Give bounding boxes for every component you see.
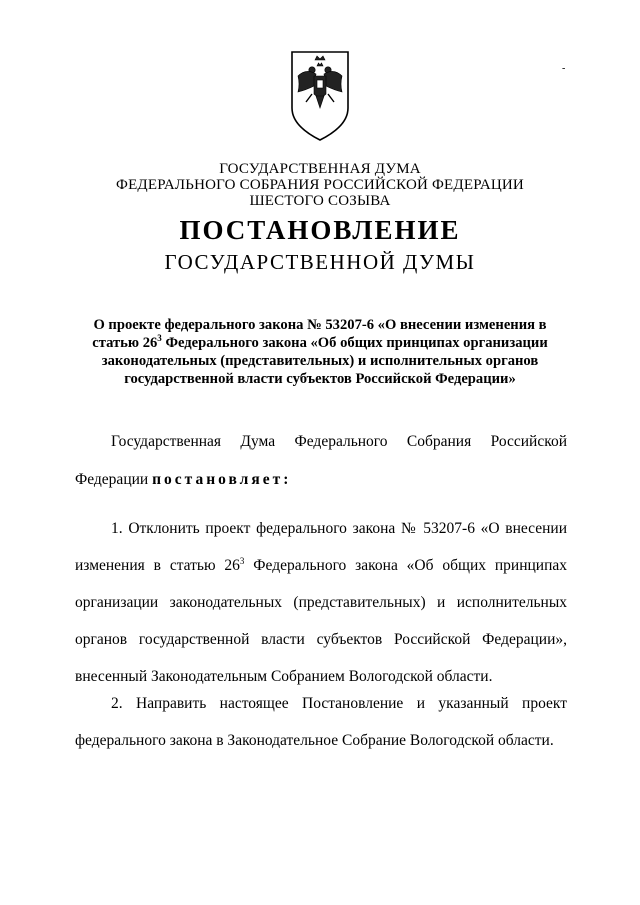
state-emblem-icon — [288, 48, 352, 144]
item2-line-1: 2. Направить настоящее Постановление и указанный проект — [111, 695, 567, 712]
subject-part-1: О проекте федерального закона № 53207-6 «О внесении изменения в статью 26 — [92, 317, 547, 351]
item1-line-2-start: изменения в статью 26 — [75, 557, 240, 574]
item2-line-2: федерального закона в Законодательное Собрание Вологодской области. — [75, 732, 554, 749]
header-line-assembly: ФЕДЕРАЛЬНОГО СОБРАНИЯ РОССИЙСКОЙ ФЕДЕРАЦИИ — [116, 177, 524, 193]
preamble-prefix: Федерации — [75, 471, 153, 488]
item1-superscript: 3 — [239, 555, 245, 566]
item1-line-2 — [75, 556, 567, 576]
document-subject — [70, 316, 570, 388]
item1-line-2-end: Федерального закона «Об общих принципах — [244, 557, 567, 574]
document-title: ПОСТАНОВЛЕНИЕ — [179, 215, 461, 245]
subject-superscript: 3 — [157, 333, 162, 344]
preamble-line-1: Государственная Дума Федерального Собрания Российской — [111, 433, 567, 450]
item1-line-4: органов государственной власти субъектов Российской Федерации», — [75, 631, 567, 648]
item1-line-3: организации законодательных (представительных) и исполнительных — [75, 594, 567, 611]
item1-line-5: внесенный Законодательным Собранием Вологодской области. — [75, 668, 493, 685]
document-subtitle: ГОСУДАРСТВЕННОЙ ДУМЫ — [164, 250, 476, 274]
item1-line-1: 1. Отклонить проект федерального закона № 53207-6 «О внесении — [111, 520, 567, 537]
header-line-duma: ГОСУДАРСТВЕННАЯ ДУМА — [219, 161, 421, 177]
subject-part-2: Федерального закона «Об общих принципах организации законодательных (представительных) и исполнительных органов государственной власти субъектов Российской Федерации» — [101, 335, 548, 387]
preamble-line-2 — [75, 470, 291, 490]
preamble-decree-word: постановляет: — [152, 471, 292, 488]
header-line-convocation: ШЕСТОГО СОЗЫВА — [249, 193, 391, 209]
corner-mark: - — [562, 63, 566, 74]
